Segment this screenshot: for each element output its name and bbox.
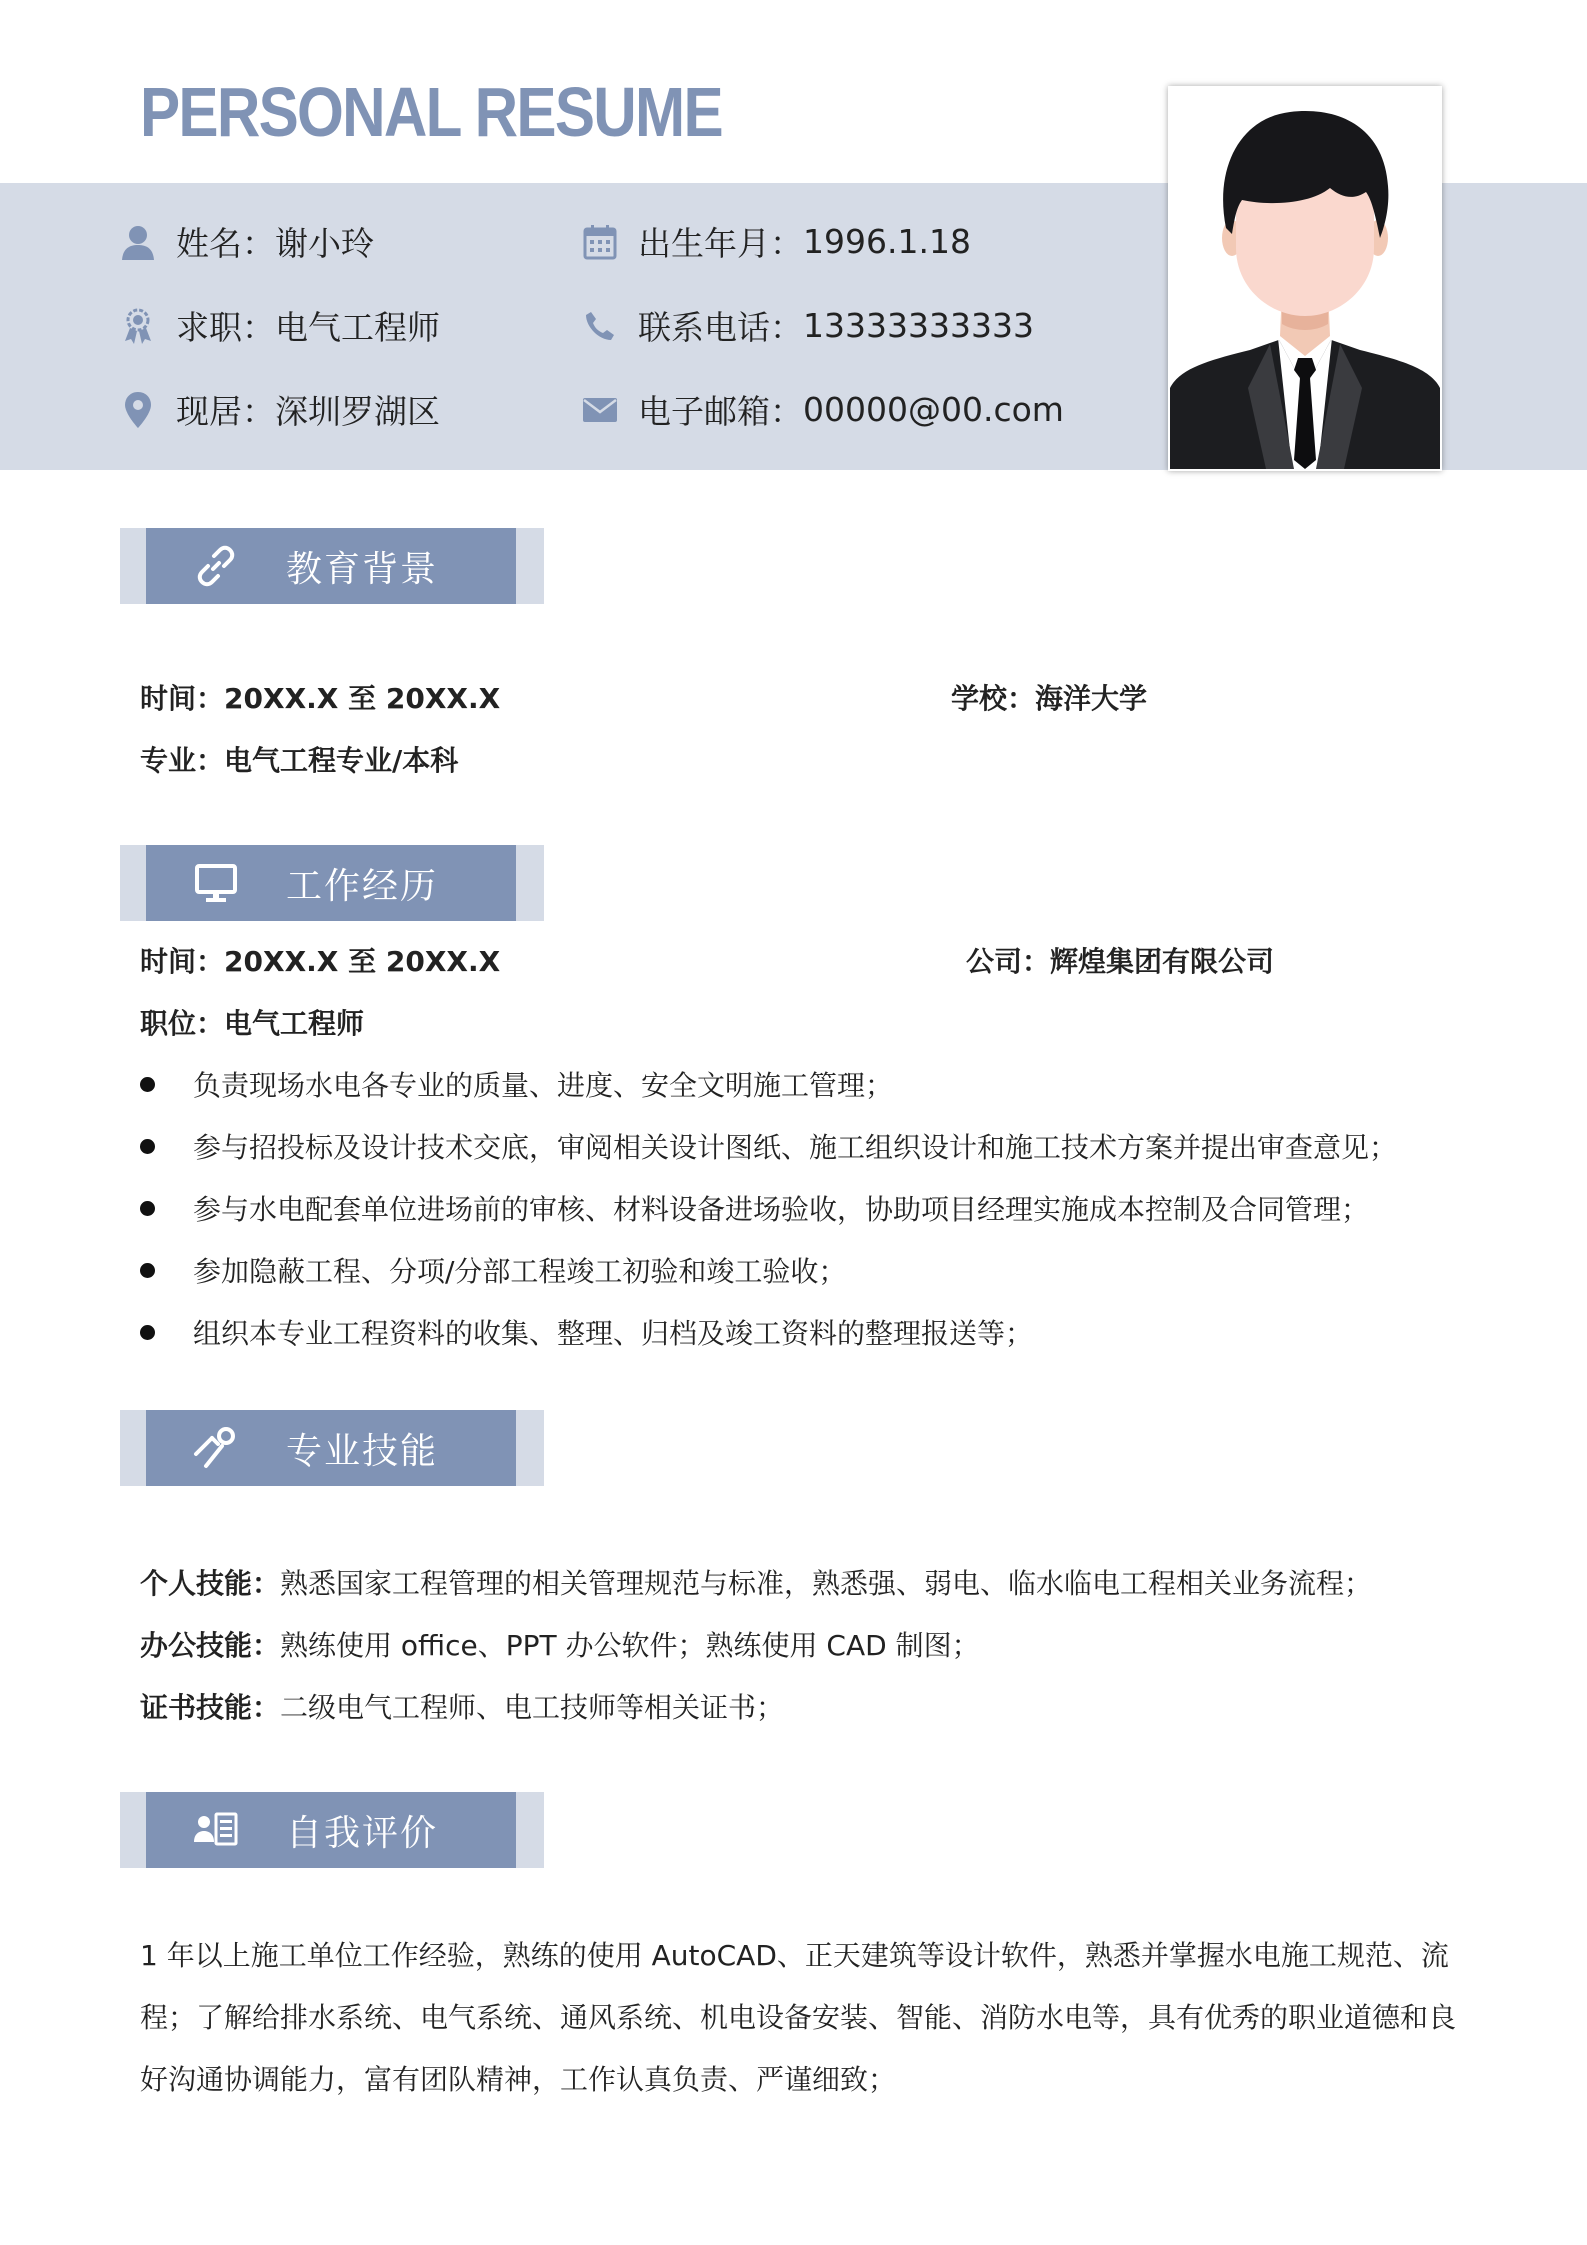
section-education-header: [120, 528, 544, 604]
profile-photo: [1168, 86, 1442, 471]
skill-personal-value: 熟悉国家工程管理的相关管理规范与标准，熟悉强、弱电、临水临电工程相关业务流程；: [280, 1567, 1373, 1600]
duty-text: 参与水电配套单位进场前的审核、材料设备进场验收，协助项目经理实施成本控制及合同管理；: [193, 1193, 1370, 1226]
section-self-eval-header: [120, 1792, 544, 1868]
duty-item: [140, 1064, 893, 1104]
edu-major: [140, 739, 458, 779]
skill-office-label: 办公技能：: [140, 1629, 281, 1662]
profile-card-icon: [186, 1810, 246, 1850]
work-company-label: 公司：: [966, 945, 1051, 978]
calendar-icon: [582, 224, 618, 260]
work-position: [140, 1002, 364, 1042]
edu-time: [140, 677, 500, 717]
skill-office-value: 熟练使用 office、PPT 办公软件；熟练使用 CAD 制图；: [280, 1629, 980, 1662]
birth-value: 1996.1.18: [803, 222, 971, 261]
bullet-dot: [140, 1325, 155, 1340]
skill-cert: [140, 1686, 784, 1726]
edu-school-label: 学校：: [951, 682, 1036, 715]
residence-value: 深圳罗湖区: [275, 392, 440, 431]
skill-cert-label: 证书技能：: [140, 1691, 281, 1724]
monitor-icon: [186, 861, 246, 905]
skill-cert-value: 二级电气工程师、电工技师等相关证书；: [280, 1691, 785, 1724]
section-work-header: [120, 845, 544, 921]
link-icon: [186, 544, 246, 588]
resume-title: PERSONAL RESUME: [140, 73, 722, 151]
bullet-dot: [140, 1139, 155, 1154]
tools-icon: [186, 1424, 246, 1472]
skill-personal: [140, 1562, 1372, 1602]
duty-text: 负责现场水电各专业的质量、进度、安全文明施工管理；: [193, 1069, 894, 1102]
info-birth: [582, 218, 971, 265]
phone-value: 13333333333: [803, 306, 1034, 345]
job-value: 电气工程师: [275, 308, 440, 347]
person-icon: [120, 224, 156, 260]
duty-item: [140, 1126, 1397, 1166]
info-phone: [582, 302, 1034, 349]
phone-icon: [582, 308, 618, 344]
section-self-eval-title: 自我评价: [286, 1812, 439, 1854]
birth-label: 出生年月：: [638, 224, 803, 263]
phone-label: 联系电话：: [638, 308, 803, 347]
duty-text: 参加隐蔽工程、分项/分部工程竣工初验和竣工验收；: [193, 1255, 847, 1288]
email-value: 00000@00.com: [803, 390, 1064, 429]
edu-time-value: 20XX.X 至 20XX.X: [224, 682, 501, 715]
location-pin-icon: [120, 392, 156, 428]
work-company-value: 辉煌集团有限公司: [1050, 945, 1275, 978]
section-education-title: 教育背景: [286, 548, 439, 590]
edu-major-label: 专业：: [140, 744, 225, 777]
award-icon: [120, 308, 156, 344]
skill-office: [140, 1624, 980, 1664]
info-job: [120, 302, 440, 349]
edu-time-label: 时间：: [140, 682, 225, 715]
work-time: [140, 940, 500, 980]
work-position-label: 职位：: [140, 1007, 225, 1040]
edu-major-value: 电气工程专业/本科: [224, 744, 459, 777]
duty-item: [140, 1188, 1369, 1228]
section-skills-title: 专业技能: [286, 1430, 439, 1472]
bullet-dot: [140, 1201, 155, 1216]
residence-label: 现居：: [176, 392, 275, 431]
email-label: 电子邮箱：: [638, 392, 803, 431]
section-work-title: 工作经历: [286, 865, 439, 907]
self-eval-text: 1 年以上施工单位工作经验，熟练的使用 AutoCAD、正天建筑等设计软件，熟悉并掌握水电施工规范、流程；了解给排水系统、电气系统、通风系统、机电设备安装、智能、消防水电等，具有优秀的职业道德和良好沟通协调能力，富有团队精神，工作认真负责、严谨细致；: [140, 1939, 1457, 2096]
duty-item: [140, 1312, 1033, 1352]
edu-school-value: 海洋大学: [1035, 682, 1148, 715]
info-email: [582, 386, 1064, 433]
work-position-value: 电气工程师: [224, 1007, 365, 1040]
skill-personal-label: 个人技能：: [140, 1567, 281, 1600]
name-value: 谢小玲: [275, 224, 374, 263]
info-residence: [120, 386, 440, 433]
job-label: 求职：: [176, 308, 275, 347]
work-time-label: 时间：: [140, 945, 225, 978]
section-skills-header: [120, 1410, 544, 1486]
edu-school: [951, 677, 1147, 717]
work-time-value: 20XX.X 至 20XX.X: [224, 945, 501, 978]
duty-item: [140, 1250, 846, 1290]
name-label: 姓名：: [176, 224, 275, 263]
work-company: [966, 940, 1274, 980]
bullet-dot: [140, 1077, 155, 1092]
mail-icon: [582, 392, 618, 428]
info-name: [120, 218, 374, 265]
bullet-dot: [140, 1263, 155, 1278]
duty-text: 参与招投标及设计技术交底，审阅相关设计图纸、施工组织设计和施工技术方案并提出审查意见；: [193, 1131, 1398, 1164]
duty-text: 组织本专业工程资料的收集、整理、归档及竣工资料的整理报送等；: [193, 1317, 1034, 1350]
